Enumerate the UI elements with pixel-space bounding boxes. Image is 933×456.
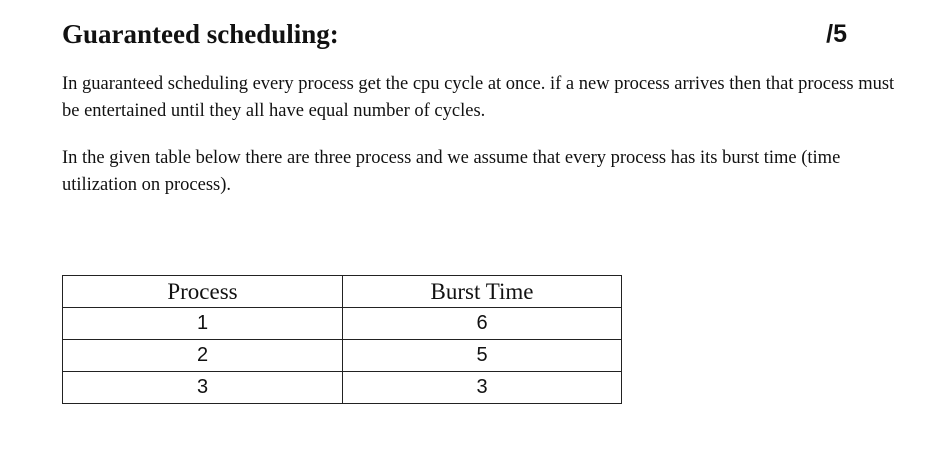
table-header-row <box>63 276 622 308</box>
burst-time-cell: 3 <box>343 372 622 404</box>
table-description-paragraph: In the given table below there are three process and we assume that every process has its burst time (time utilization on process). <box>62 148 841 195</box>
table-row <box>63 308 622 340</box>
burst-time-table <box>62 275 622 404</box>
burst-time-cell: 6 <box>343 308 622 340</box>
table-row <box>63 372 622 404</box>
page-title: Guaranteed scheduling: <box>62 19 339 49</box>
process-cell: 2 <box>63 340 343 372</box>
column-header-process: Process <box>63 276 343 308</box>
score-label: /5 <box>826 20 847 48</box>
process-cell: 3 <box>63 372 343 404</box>
process-cell: 1 <box>63 308 343 340</box>
column-header-burst-time: Burst Time <box>343 276 622 308</box>
intro-paragraph: In guaranteed scheduling every process get the cpu cycle at once. if a new process arrives then that process must be entertained until they all have equal number of cycles. <box>62 74 895 121</box>
table-row <box>63 340 622 372</box>
burst-time-cell: 5 <box>343 340 622 372</box>
